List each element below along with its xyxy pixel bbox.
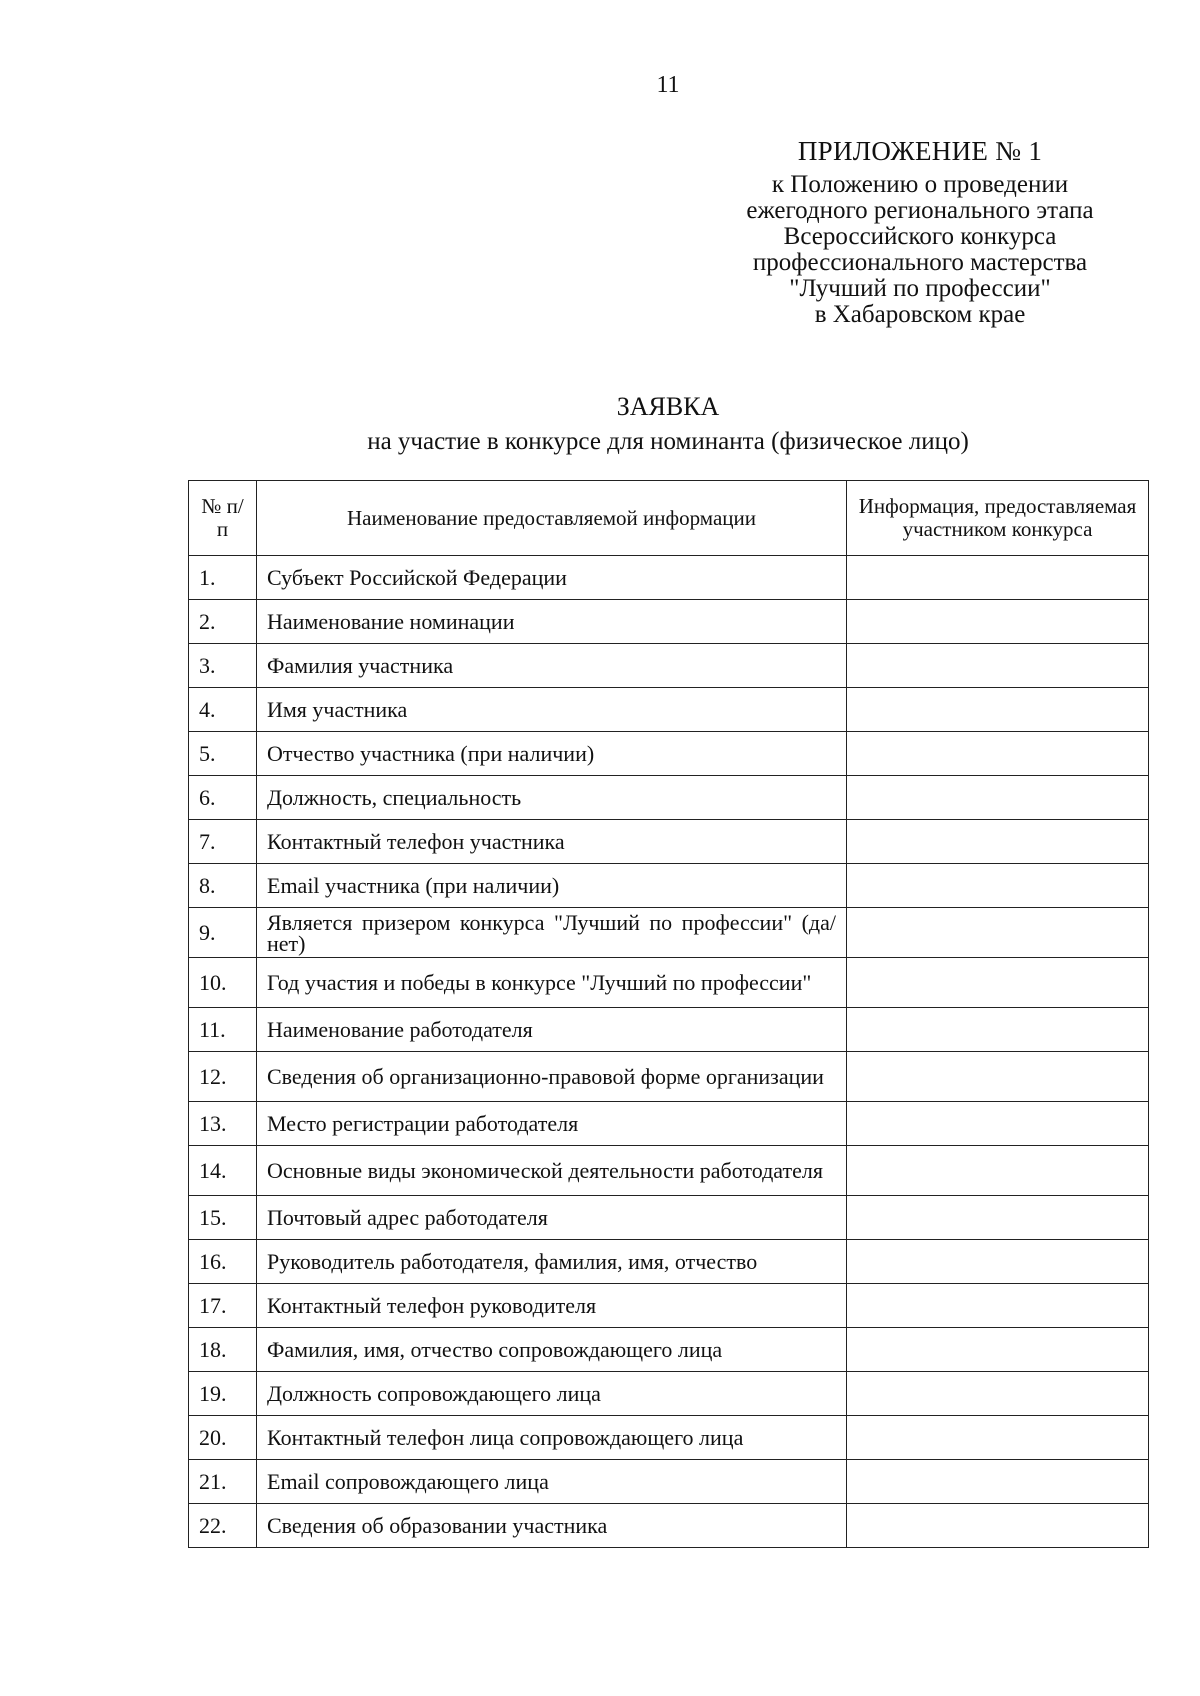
table-header-row — [189, 481, 1149, 556]
application-form-table — [188, 480, 1149, 1548]
table-row — [189, 600, 1149, 644]
row-label: Имя участника — [257, 688, 847, 732]
table-row — [189, 688, 1149, 732]
row-label: Email сопровождающего лица — [257, 1460, 847, 1504]
row-value-cell[interactable] — [847, 1052, 1149, 1102]
appendix-line: к Положению о проведении — [771, 171, 1069, 198]
table-row — [189, 1284, 1149, 1328]
row-value-cell[interactable] — [847, 1008, 1149, 1052]
table-body — [189, 556, 1149, 1548]
row-value-cell[interactable] — [847, 1240, 1149, 1284]
row-label: Контактный телефон лица сопровождающего лица — [257, 1416, 847, 1460]
row-label: Основные виды экономической деятельности работодателя — [257, 1146, 847, 1196]
row-number: 4. — [189, 688, 257, 732]
row-number: 19. — [189, 1372, 257, 1416]
row-number: 22. — [189, 1504, 257, 1548]
row-value-cell[interactable] — [847, 776, 1149, 820]
row-value-cell[interactable] — [847, 908, 1149, 958]
table-row — [189, 1460, 1149, 1504]
table-row — [189, 1052, 1149, 1102]
row-label: Email участника (при наличии) — [257, 864, 847, 908]
table-row — [189, 556, 1149, 600]
row-value-cell[interactable] — [847, 1460, 1149, 1504]
row-value-cell[interactable] — [847, 820, 1149, 864]
table-row — [189, 1102, 1149, 1146]
row-number: 9. — [189, 908, 257, 958]
row-number: 13. — [189, 1102, 257, 1146]
row-number: 21. — [189, 1460, 257, 1504]
row-label: Контактный телефон руководителя — [257, 1284, 847, 1328]
header-name: Наименование предоставляемой информации — [257, 481, 847, 556]
row-number: 14. — [189, 1146, 257, 1196]
row-number: 6. — [189, 776, 257, 820]
row-number: 15. — [189, 1196, 257, 1240]
row-number: 20. — [189, 1416, 257, 1460]
row-number: 17. — [189, 1284, 257, 1328]
row-number: 2. — [189, 600, 257, 644]
row-value-cell[interactable] — [847, 958, 1149, 1008]
row-number: 18. — [189, 1328, 257, 1372]
appendix-line: Всероссийского конкурса — [783, 223, 1057, 250]
table-row — [189, 776, 1149, 820]
row-value-cell[interactable] — [847, 1328, 1149, 1372]
row-label: Наименование работодателя — [257, 1008, 847, 1052]
row-number: 10. — [189, 958, 257, 1008]
appendix-line: "Лучший по профессии" — [789, 275, 1051, 302]
row-value-cell[interactable] — [847, 1146, 1149, 1196]
table-row — [189, 644, 1149, 688]
table-row — [189, 1328, 1149, 1372]
row-number: 12. — [189, 1052, 257, 1102]
table-row — [189, 1146, 1149, 1196]
document-title: ЗАЯВКА — [616, 392, 720, 421]
table-row — [189, 820, 1149, 864]
table-row — [189, 1372, 1149, 1416]
row-label: Является призером конкурса "Лучший по профессии" (да/нет) — [257, 908, 847, 958]
row-value-cell[interactable] — [847, 1196, 1149, 1240]
row-label: Отчество участника (при наличии) — [257, 732, 847, 776]
table-row — [189, 1504, 1149, 1548]
row-label: Руководитель работодателя, фамилия, имя, отчество — [257, 1240, 847, 1284]
row-label: Контактный телефон участника — [257, 820, 847, 864]
row-number: 11. — [189, 1008, 257, 1052]
row-number: 5. — [189, 732, 257, 776]
page-number: 11 — [656, 72, 680, 98]
table-row — [189, 1196, 1149, 1240]
header-info: Информация, предоставляемая участником конкурса — [847, 481, 1149, 556]
row-value-cell[interactable] — [847, 1372, 1149, 1416]
row-label: Год участия и победы в конкурсе "Лучший по профессии" — [257, 958, 847, 1008]
appendix-line: в Хабаровском крае — [814, 301, 1026, 328]
table-row — [189, 1008, 1149, 1052]
appendix-line: ежегодного регионального этапа — [746, 197, 1094, 224]
row-value-cell[interactable] — [847, 732, 1149, 776]
row-label: Должность сопровождающего лица — [257, 1372, 847, 1416]
row-number: 3. — [189, 644, 257, 688]
row-number: 1. — [189, 556, 257, 600]
row-value-cell[interactable] — [847, 864, 1149, 908]
table-row — [189, 958, 1149, 1008]
document-subtitle: на участие в конкурсе для номинанта (физическое лицо) — [367, 428, 969, 455]
row-value-cell[interactable] — [847, 600, 1149, 644]
row-value-cell[interactable] — [847, 1416, 1149, 1460]
header-number: № п/п — [189, 481, 257, 556]
table-row — [189, 732, 1149, 776]
row-number: 7. — [189, 820, 257, 864]
row-label: Субъект Российской Федерации — [257, 556, 847, 600]
row-value-cell[interactable] — [847, 1504, 1149, 1548]
table-row — [189, 864, 1149, 908]
row-number: 8. — [189, 864, 257, 908]
row-value-cell[interactable] — [847, 556, 1149, 600]
table-row — [189, 908, 1149, 958]
appendix-title: ПРИЛОЖЕНИЕ № 1 — [797, 136, 1043, 166]
row-label: Сведения об организационно-правовой форме организации — [257, 1052, 847, 1102]
row-number: 16. — [189, 1240, 257, 1284]
row-label: Место регистрации работодателя — [257, 1102, 847, 1146]
row-value-cell[interactable] — [847, 688, 1149, 732]
row-label: Фамилия участника — [257, 644, 847, 688]
row-label: Фамилия, имя, отчество сопровождающего лица — [257, 1328, 847, 1372]
row-label: Наименование номинации — [257, 600, 847, 644]
row-value-cell[interactable] — [847, 1284, 1149, 1328]
row-value-cell[interactable] — [847, 1102, 1149, 1146]
row-value-cell[interactable] — [847, 644, 1149, 688]
appendix-block — [700, 138, 1140, 328]
row-label: Сведения об образовании участника — [257, 1504, 847, 1548]
row-label: Должность, специальность — [257, 776, 847, 820]
table-row — [189, 1416, 1149, 1460]
table-row — [189, 1240, 1149, 1284]
row-label: Почтовый адрес работодателя — [257, 1196, 847, 1240]
appendix-line: профессионального мастерства — [752, 249, 1088, 276]
